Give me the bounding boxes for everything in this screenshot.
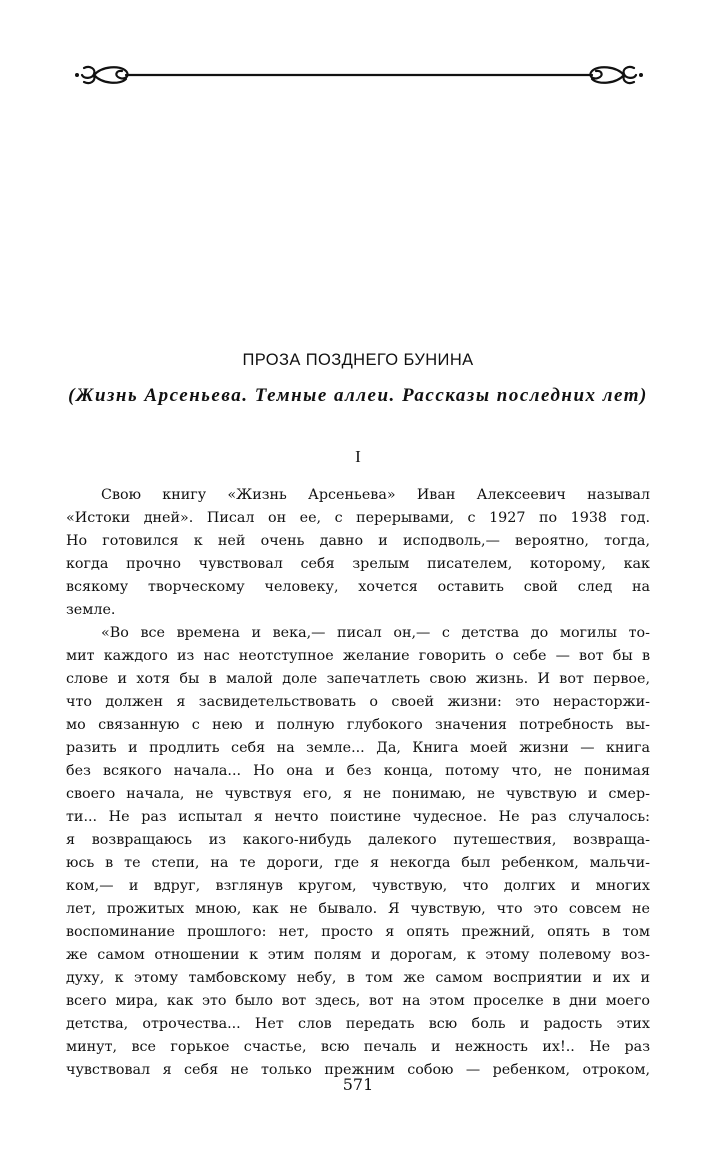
text-line: чувствовал я себя не только прежним собою — ребенком, отроком,	[66, 1062, 650, 1078]
text-line: своего начала, не чувствуя его, я не понимаю, не чувствую и смер-	[66, 786, 650, 802]
section-number: I	[355, 447, 361, 466]
text-line: что должен я засвидетельствовать о своей жизни: это нерасторжи-	[66, 694, 650, 710]
text-line: когда прочно чувствовал себя зрелым писателем, которому, как	[66, 556, 650, 572]
text-line: без всякого начала... Но она и без конца, потому что, не понимая	[66, 763, 650, 779]
text-line: ком,— и вдруг, взглянув кругом, чувствую, что долгих и многих	[66, 878, 650, 894]
text-line: слове и хотя бы в малой доле запечатлеть свою жизнь. И вот первое,	[66, 671, 650, 687]
text-line: разить и продлить себя на земле... Да, Книга моей жизни — книга	[66, 740, 650, 756]
text-line: мо связанную с нею и полную глубокого значения потребность вы-	[66, 717, 650, 733]
text-line: всего мира, как это было вот здесь, вот на этом проселке в дни моего	[66, 993, 650, 1009]
text-line: Но готовился к ней очень давно и исподволь,— вероятно, тогда,	[66, 533, 650, 549]
text-line: же самом отношении к этим полям и дорогам, к этому полевому воз-	[66, 947, 650, 963]
text-line: духу, к этому тамбовскому небу, в том же самом восприятии и их и	[66, 970, 650, 986]
chapter-subtitle: (Жизнь Арсеньева. Темные аллеи. Рассказы последних лет)	[68, 385, 648, 406]
text-line: ти... Не раз испытал я нечто поистине чудесное. Не раз случалось:	[66, 809, 650, 825]
text-line: воспоминание прошлого: нет, просто я опять прежний, опять в том	[66, 924, 650, 940]
text-line: всякому творческому человеку, хочется оставить свой след на	[66, 579, 650, 595]
chapter-title: ПРОЗА ПОЗДНЕГО БУНИНА	[242, 351, 474, 369]
text-line: лет, прожитых мною, как не бывало. Я чувствую, что это совсем не	[66, 901, 650, 917]
text-line: земле.	[66, 602, 116, 618]
text-line: Свою книгу «Жизнь Арсеньева» Иван Алексеевич называл	[101, 487, 650, 503]
text-line: «Во все времена и века,— писал он,— с детства до могилы то-	[101, 625, 650, 641]
text-line: я возвращаюсь из какого-нибудь далекого путешествия, возвраща-	[66, 832, 650, 848]
text-line: минут, все горькое счастье, всю печаль и нежность их!.. Не раз	[66, 1039, 650, 1055]
text-line: «Истоки дней». Писал он ее, с перерывами, с 1927 по 1938 год.	[66, 510, 650, 526]
body-text	[66, 484, 650, 1082]
page-number: 571	[342, 1075, 374, 1094]
text-line: юсь в те степи, на те дороги, где я некогда был ребенком, мальчи-	[66, 855, 650, 871]
text-line: мит каждого из нас неотступное желание говорить о себе — вот бы в	[66, 648, 650, 664]
text-line: детства, отрочества... Нет слов передать всю боль и радость этих	[66, 1016, 650, 1032]
scroll-rule-ornament-icon	[74, 60, 644, 90]
